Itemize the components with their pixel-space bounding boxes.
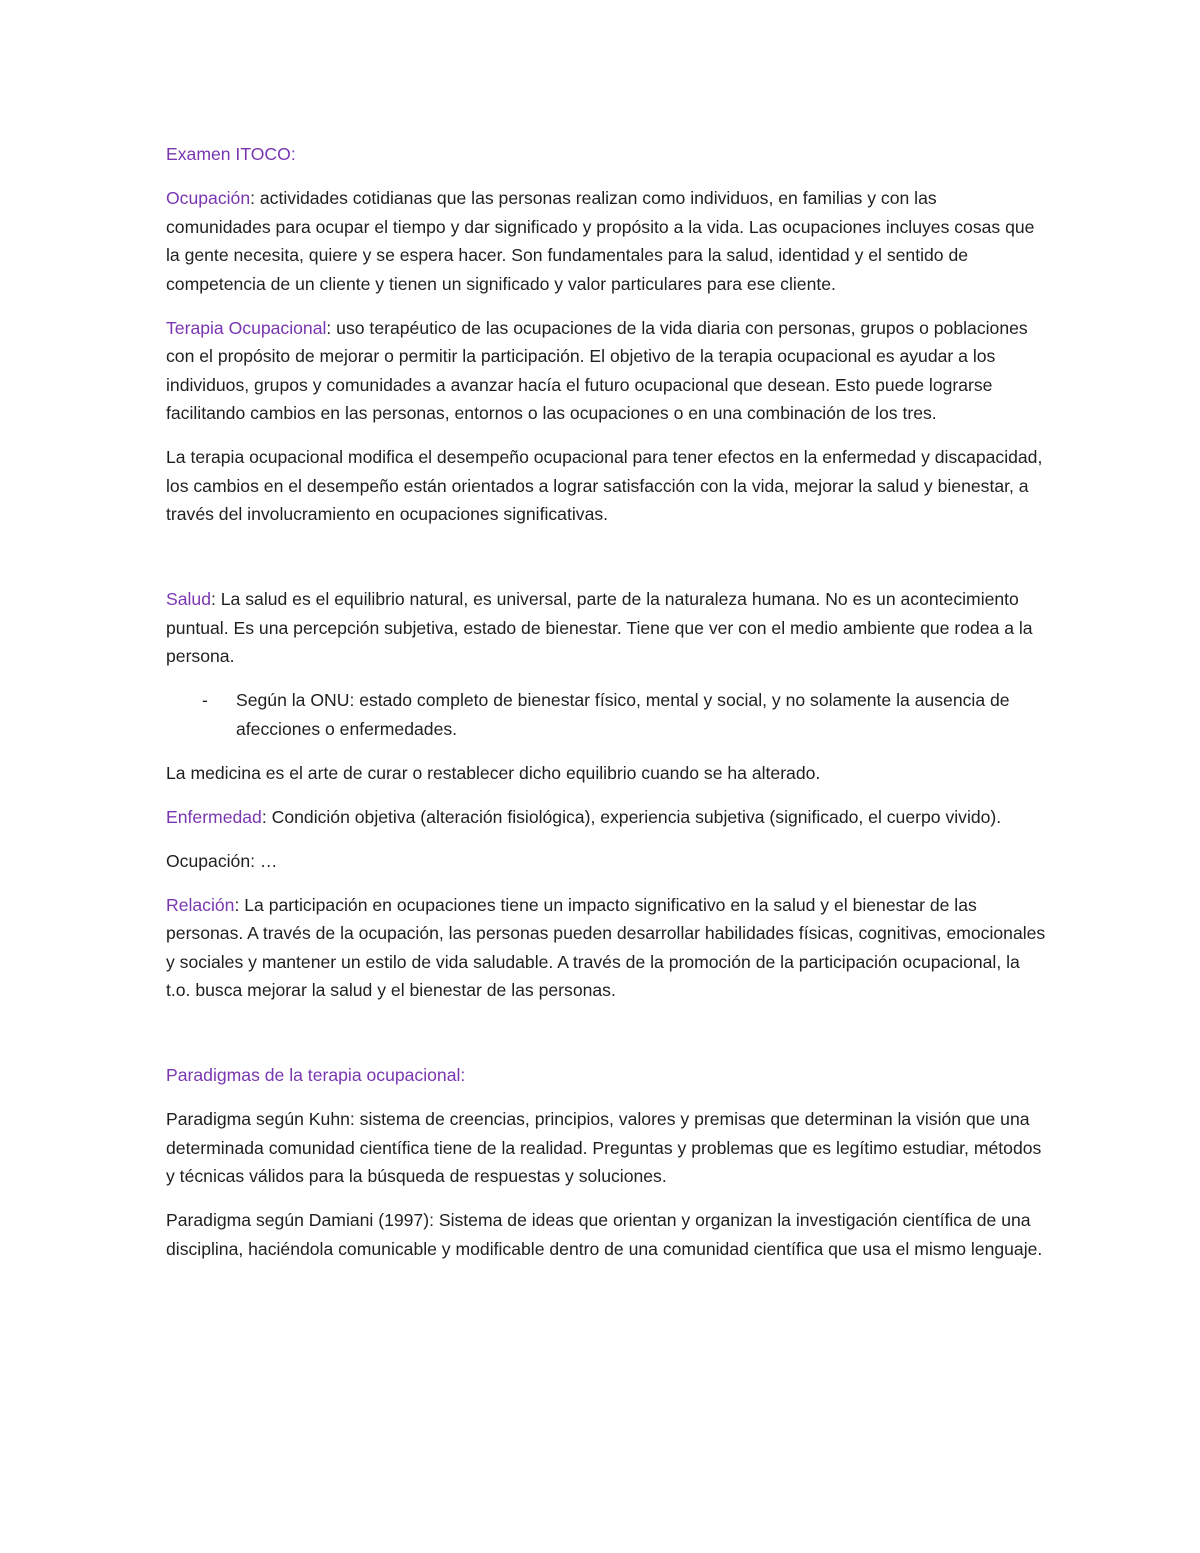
section-heading-paradigmas: Paradigmas de la terapia ocupacional: xyxy=(166,1065,466,1085)
definition-ocupacion: : actividades cotidianas que las personas realizan como individuos, en familias y con las comunidades para ocupar el tiempo y dar significado y propósito a la vida. Las ocupaciones incluyes cosas que la gente necesita, quiere y se espera hacer. Son fundamentales para la salud, identidad y el sentido de competencia de un cliente y tienen un significado y valor particulares para ese cliente. xyxy=(166,188,1035,294)
paragraph-relacion xyxy=(166,891,1046,1005)
paragraph-terapia-ocupacional xyxy=(166,314,1046,428)
document-page xyxy=(166,140,1046,1279)
list-item-onu xyxy=(166,686,1046,743)
term-ocupacion: Ocupación xyxy=(166,188,251,208)
term-relacion: Relación xyxy=(166,894,235,915)
document-title: Examen ITOCO: xyxy=(166,144,296,164)
definition-enfermedad: : Condición objetiva (alteración fisiológica), experiencia subjetiva (significado, el cuerpo vivido). xyxy=(261,806,1002,827)
blank-line xyxy=(166,1020,1046,1061)
term-salud: Salud xyxy=(166,589,211,609)
paragraph-modifica: La terapia ocupacional modifica el desempeño ocupacional para tener efectos en la enfermedad y discapacidad, los cambios en el desempeño están orientados a lograr satisfacción con la vida, mejorar la salud y bienestar, a través del involucramiento en ocupaciones significativas. xyxy=(166,447,1043,524)
paragraph-enfermedad xyxy=(166,803,1046,832)
paragraph-kuhn: Paradigma según Kuhn: sistema de creencias, principios, valores y premisas que determinan la visión que una determinada comunidad científica tiene de la realidad. Preguntas y problemas que es legítimo estudiar, métodos y técnicas válidos para la búsqueda de respuestas y soluciones. xyxy=(166,1109,1042,1186)
term-enfermedad: Enfermedad xyxy=(166,806,262,827)
definition-terapia-ocupacional: : uso terapéutico de las ocupaciones de la vida diaria con personas, grupos o poblaciones con el propósito de mejorar o permitir la participación. El objetivo de la terapia ocupacional es ayudar a los individuos, grupos y comunidades a avanzar hacía el futuro ocupacional que desean. Esto puede lograrse facilitando cambios en las personas, entornos o las ocupaciones o en una combinación de los tres. xyxy=(166,317,1028,423)
list-item-text: Según la ONU: estado completo de bienestar físico, mental y social, y no solamente la ausencia de afecciones o enfermedades. xyxy=(236,690,1010,739)
term-terapia-ocupacional: Terapia Ocupacional xyxy=(166,317,327,338)
paragraph-damiani: Paradigma según Damiani (1997): Sistema de ideas que orientan y organizan la investigación científica de una disciplina, haciéndola comunicable y modificable dentro de una comunidad científica que usa el mismo lenguaje. xyxy=(166,1210,1043,1259)
paragraph-ocupacion xyxy=(166,184,1046,298)
paragraph-medicina: La medicina es el arte de curar o restablecer dicho equilibrio cuando se ha alterado. xyxy=(166,762,821,783)
paragraph-ocupacion-placeholder: Ocupación: … xyxy=(166,850,278,871)
dash-bullet: - xyxy=(202,690,208,710)
definition-salud: : La salud es el equilibrio natural, es universal, parte de la naturaleza humana. No es un acontecimiento puntual. Es una percepción subjetiva, estado de bienestar. Tiene que ver con el medio ambiente que rodea a la persona. xyxy=(166,589,1033,666)
blank-line xyxy=(166,544,1046,585)
definition-relacion: : La participación en ocupaciones tiene un impacto significativo en la salud y el bienestar de las personas. A través de la ocupación, las personas pueden desarrollar habilidades físicas, cognitivas, emocionales y sociales y mantener un estilo de vida saludable. A través de la promoción de la participación ocupacional, la t.o. busca mejorar la salud y el bienestar de las personas. xyxy=(166,894,1046,1000)
paragraph-salud xyxy=(166,585,1046,671)
